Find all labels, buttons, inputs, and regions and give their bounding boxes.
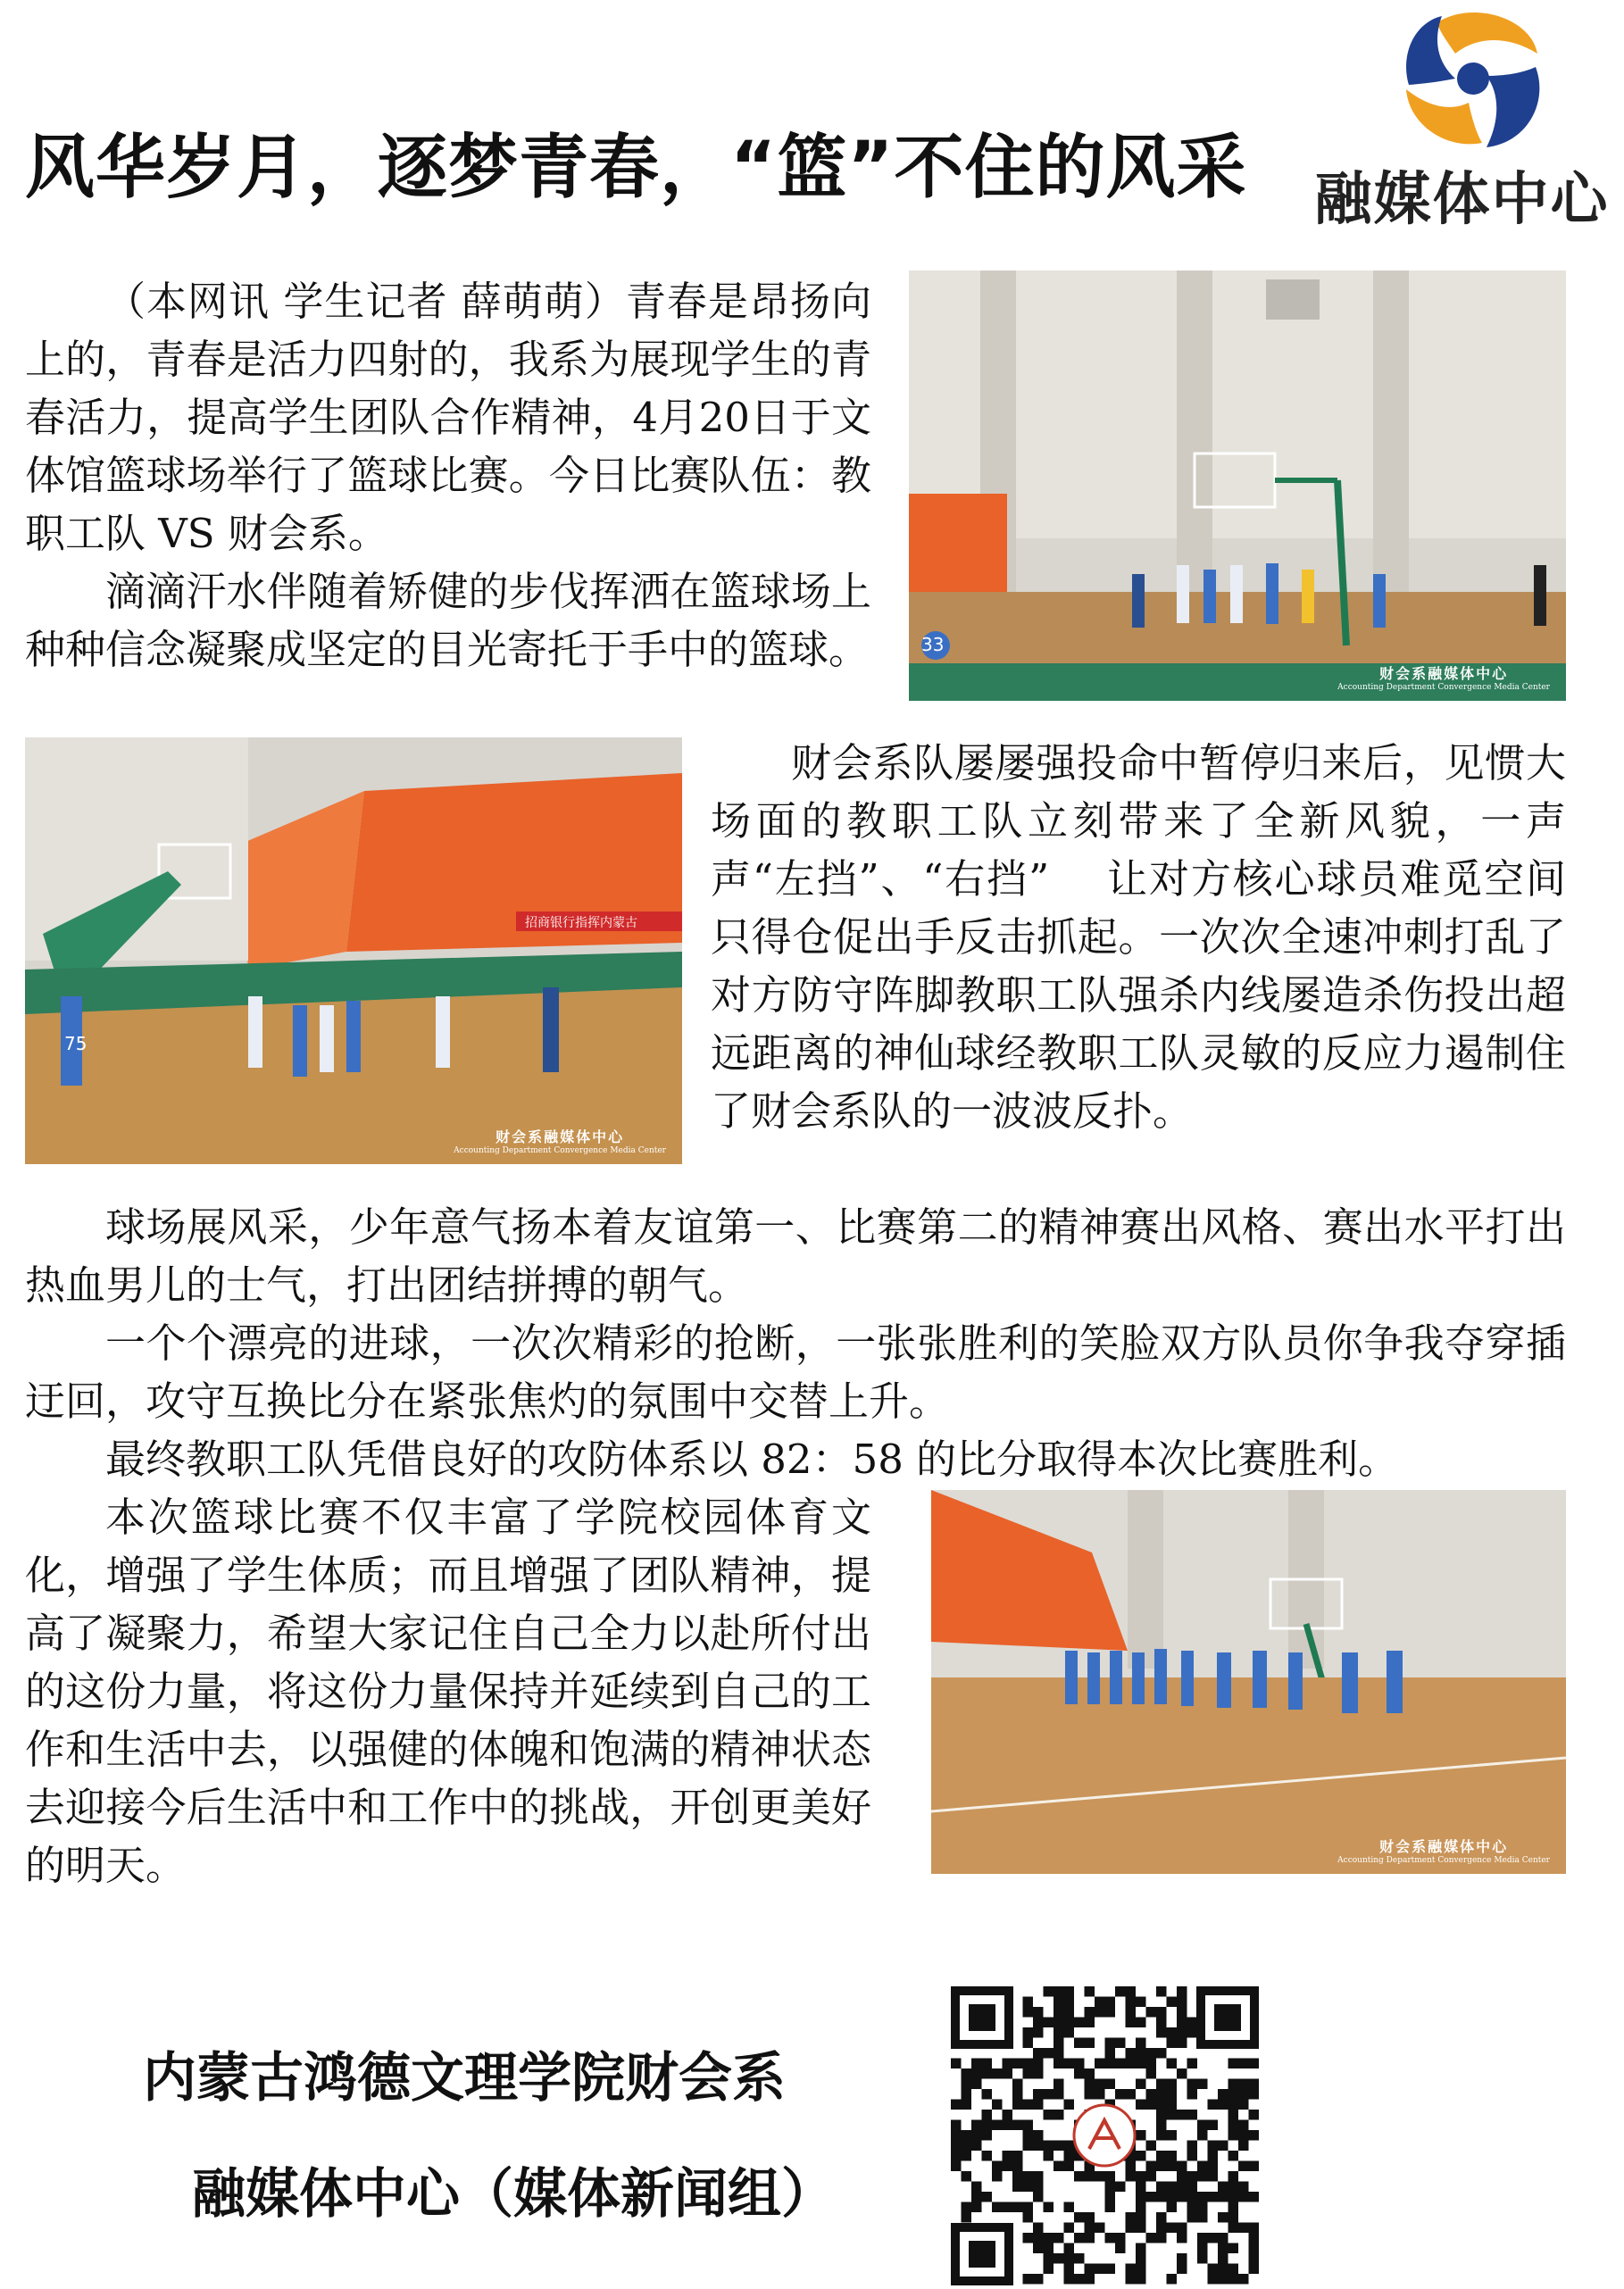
article-body-lower bbox=[25, 1198, 1566, 1488]
paragraph-sweat: 滴滴汗水伴随着矫健的步伐挥洒在篮球场上种种信念凝聚成坚定的目光寄托于手中的篮球。 bbox=[25, 568, 871, 673]
paragraph-conclusion: 本次篮球比赛不仅丰富了学院校园体育文化，增强了学生体质；而且增强了团队精神，提高了凝聚力，希望大家记住自己全力以赴所付出的这份力量，将这份力量保持并延续到自己的工作和生活中去，以强健的体魄和饱满的精神状态去迎接今后生活中和工作中的挑战，开创更美好的明天。 bbox=[25, 1494, 871, 1889]
article-body-closing bbox=[25, 1488, 871, 1894]
media-center-logo-text: 融媒体中心 bbox=[1314, 166, 1610, 233]
photo-team-lineup bbox=[931, 1490, 1566, 1874]
swirl-logo-icon bbox=[1303, 0, 1620, 152]
basketball-court-photo-2 bbox=[25, 737, 682, 1164]
photo-watermark: 财会系融媒体中心 Accounting Department Convergence Media Center bbox=[454, 1128, 666, 1155]
article-title: 风华岁月，逐梦青春，“篮”不住的风采 bbox=[25, 128, 1247, 208]
article-body-top bbox=[25, 272, 871, 678]
footer-institution: 内蒙古鸿德文理学院财会系 bbox=[143, 2047, 786, 2110]
jersey-number: 75 bbox=[64, 1033, 87, 1054]
qr-code-icon bbox=[951, 1986, 1259, 2285]
arena-banner: 招商银行指挥内蒙古 bbox=[525, 916, 637, 930]
paragraph-intro: （本网讯 学生记者 薛萌萌）青春是昂扬向上的，青春是活力四射的，我系为展现学生的青春活力，提高学生团队合作精神，4月20日于文体馆篮球场举行了篮球比赛。今日比赛队伍：教职工队 VS 财会系。 bbox=[25, 278, 871, 557]
qr-code bbox=[951, 1986, 1259, 2285]
photo-game-action-2 bbox=[25, 737, 682, 1164]
photo-watermark-cn: 财会系融媒体中心 bbox=[1379, 665, 1509, 682]
photo-watermark-en: Accounting Department Convergence Media Center bbox=[1337, 683, 1550, 692]
paragraph-timeout: 财会系队屡屡强投命中暂停归来后，见惯大场面的教职工队立刻带来了全新风貌，一声声“左挡”、“右挡” 让对方核心球员难觅空间只得仓促出手反击抓起。一次次全速冲刺打乱了对方防守阵脚教职工队强杀内线屡造杀伤投出超远距离的神仙球经教职工队灵敏的反应力遏制住了财会系队的一波波反扑。 bbox=[711, 739, 1566, 1135]
article-body-middle bbox=[711, 734, 1566, 1140]
jersey-number: 33 bbox=[921, 634, 945, 655]
paragraph-result: 最终教职工队凭借良好的攻防体系以 82：58 的比分取得本次比赛胜利。 bbox=[105, 1436, 1399, 1483]
paragraph-scoring: 一个个漂亮的进球，一次次精彩的抢断，一张张胜利的笑脸双方队员你争我夺穿插迂回，攻守互换比分在紧张焦灼的氛围中交替上升。 bbox=[25, 1319, 1566, 1425]
photo-game-action-1 bbox=[909, 271, 1566, 701]
paragraph-spirit: 球场展风采，少年意气扬本着友谊第一、比赛第二的精神赛出风格、赛出水平打出热血男儿的士气，打出团结拼搏的朝气。 bbox=[25, 1203, 1566, 1309]
media-center-logo bbox=[1303, 0, 1620, 232]
photo-watermark: 财会系融媒体中心 Accounting Department Convergence Media Center bbox=[1337, 1838, 1550, 1865]
footer-department: 融媒体中心（媒体新闻组） bbox=[192, 2163, 835, 2226]
basketball-court-photo-1 bbox=[909, 271, 1566, 701]
photo-watermark bbox=[1337, 662, 1550, 692]
basketball-court-photo-3 bbox=[931, 1490, 1566, 1874]
